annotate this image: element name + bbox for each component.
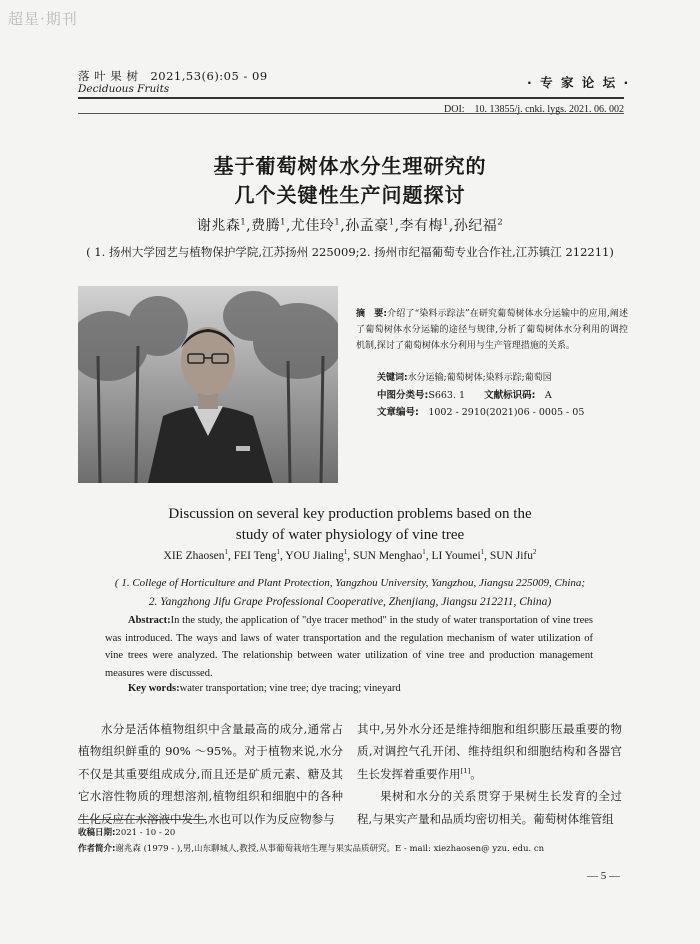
keywords-en-text: water transportation; vine tree; dye tracing; vineyard	[179, 683, 401, 694]
keywords-cn-label: 关键词:	[377, 373, 408, 383]
body-right-column	[357, 718, 622, 830]
footnote-rule	[78, 819, 206, 820]
body-right-para1: 其中,另外水分还是维持细胞和组织膨压最重要的物质,对调控气孔开闭、维持组织和细胞结构和各器官生长发挥着重要作用[1]。	[357, 722, 622, 781]
section-tag: · 专 家 论 坛 ·	[527, 75, 631, 90]
classification-line: 中图分类号:S663. 1 文献标识码: A	[377, 390, 552, 401]
page-number: — 5 —	[587, 870, 620, 882]
keywords-en-label: Key words:	[128, 683, 180, 694]
abstract-cn-label: 摘 要:	[356, 309, 388, 319]
journal-name-en: Deciduous Fruits	[78, 83, 170, 95]
authors-cn: 谢兆森$^1$,费腾$^1$,尤佳玲$^1$,孙孟豪$^1$,李有梅$^1$,孙纪福$^2$	[196, 216, 504, 234]
author-cn: 李有梅	[399, 218, 444, 234]
abstract-cn-text: 介绍了“染料示踪法”在研究葡萄树体水分运输中的应用,阐述了葡萄树体水分运输的途径与规律,分析了葡萄树体水分利用的调控机制,探讨了葡萄树体水分利用与生产管理措施的关系。	[356, 309, 628, 351]
affiliation-en-line1: ( 1. College of Horticulture and Plant Protection, Yangzhou University, Yangzhou, Jiangsu 225009, China;	[114, 577, 586, 589]
footnote-author-bio: 作者简介:谢兆森 (1979 - ),男,山东聊城人,教授,从事葡萄栽培生理与果实品质研究。E - mail: xiezhaosen@ yzu. edu. cn	[78, 844, 545, 854]
clc-code: S663. 1	[428, 390, 466, 401]
affiliation-cn: ( 1. 扬州大学园艺与植物保护学院,江苏扬州 225009;2. 扬州市纪福葡萄专业合作社,江苏镇江 212211)	[86, 245, 614, 259]
title-cn-line1: 基于葡萄树体水分生理研究的	[213, 154, 487, 178]
header-rule	[78, 97, 624, 99]
author-cn: 费腾	[251, 218, 281, 234]
affiliation-en-line2: 2. Yangzhong Jifu Grape Professional Cooperative, Zhenjiang, Jiangsu 212211, China)	[148, 596, 552, 608]
author-cn: 孙孟豪	[345, 218, 389, 234]
abstract-en	[105, 612, 593, 682]
author-photo	[78, 286, 338, 483]
author-cn: 尤佳玲	[290, 218, 335, 234]
title-cn-line2: 几个关键性生产问题探讨	[234, 183, 466, 207]
title-en-line2: study of water physiology of vine tree	[235, 527, 465, 543]
keywords-cn	[377, 370, 552, 383]
author-portrait-image	[78, 286, 338, 483]
footnote-received: 收稿日期:2021 - 10 - 20	[78, 828, 176, 838]
abstract-cn	[356, 306, 628, 354]
article-number: 1002 - 2910(2021)06 - 0005 - 05	[428, 407, 585, 418]
article-number-line: 文章编号: 1002 - 2910(2021)06 - 0005 - 05	[377, 407, 585, 418]
author-cn: 孙纪福	[453, 218, 498, 234]
body-right-para2: 果树和水分的关系贯穿于果树生长发育的全过程,与果实产量和品质均密切相关。葡萄树体维管组	[357, 789, 622, 826]
body-left-column: 水分是活体植物组织中含量最高的成分,通常占植物组织鲜重的 90% ～95%。对于植物来说,水分不仅是其重要组成成分,而且还是矿质元素、糖及其它水溶性物质的理想溶剂,植物组织和细胞中的各种生化反应在水溶液中发生,水也可以作为反应物参与	[78, 722, 343, 826]
keywords-cn-text: 水分运输;葡萄树体;染料示踪;葡萄园	[407, 373, 552, 383]
title-en-line1: Discussion on several key production problems based on the	[168, 506, 532, 522]
abstract-en-text: In the study, the application of "dye tracer method" in the study of water transportation of vine trees was introduced. The ways and laws of water transportation and the regulation mechanism of water utilization of vine trees were analyzed. The relationship between water utilization of vine tree and production management measures were discussed.	[105, 615, 593, 679]
doi: DOI: 10. 13855/j. cnki. lygs. 2021. 06. 002	[444, 104, 624, 115]
author-cn: 谢兆森	[196, 218, 241, 234]
abstract-en-label: Abstract:	[128, 615, 171, 626]
citation: [1]	[460, 766, 471, 775]
doc-code: A	[544, 390, 552, 401]
authors-en: XIE Zhaosen$^1$, FEI Teng$^1$, YOU Jialing$^1$, SUN Menghao$^1$, LI Youmei$^1$, SUN Jifu$^2$	[163, 549, 537, 562]
header-rule-thin	[78, 113, 624, 114]
journal-citation: 落 叶 果 树 2021,53(6):05 - 09	[78, 69, 268, 83]
watermark-logo: 超星·期刊	[8, 10, 78, 28]
keywords-en	[128, 683, 401, 694]
